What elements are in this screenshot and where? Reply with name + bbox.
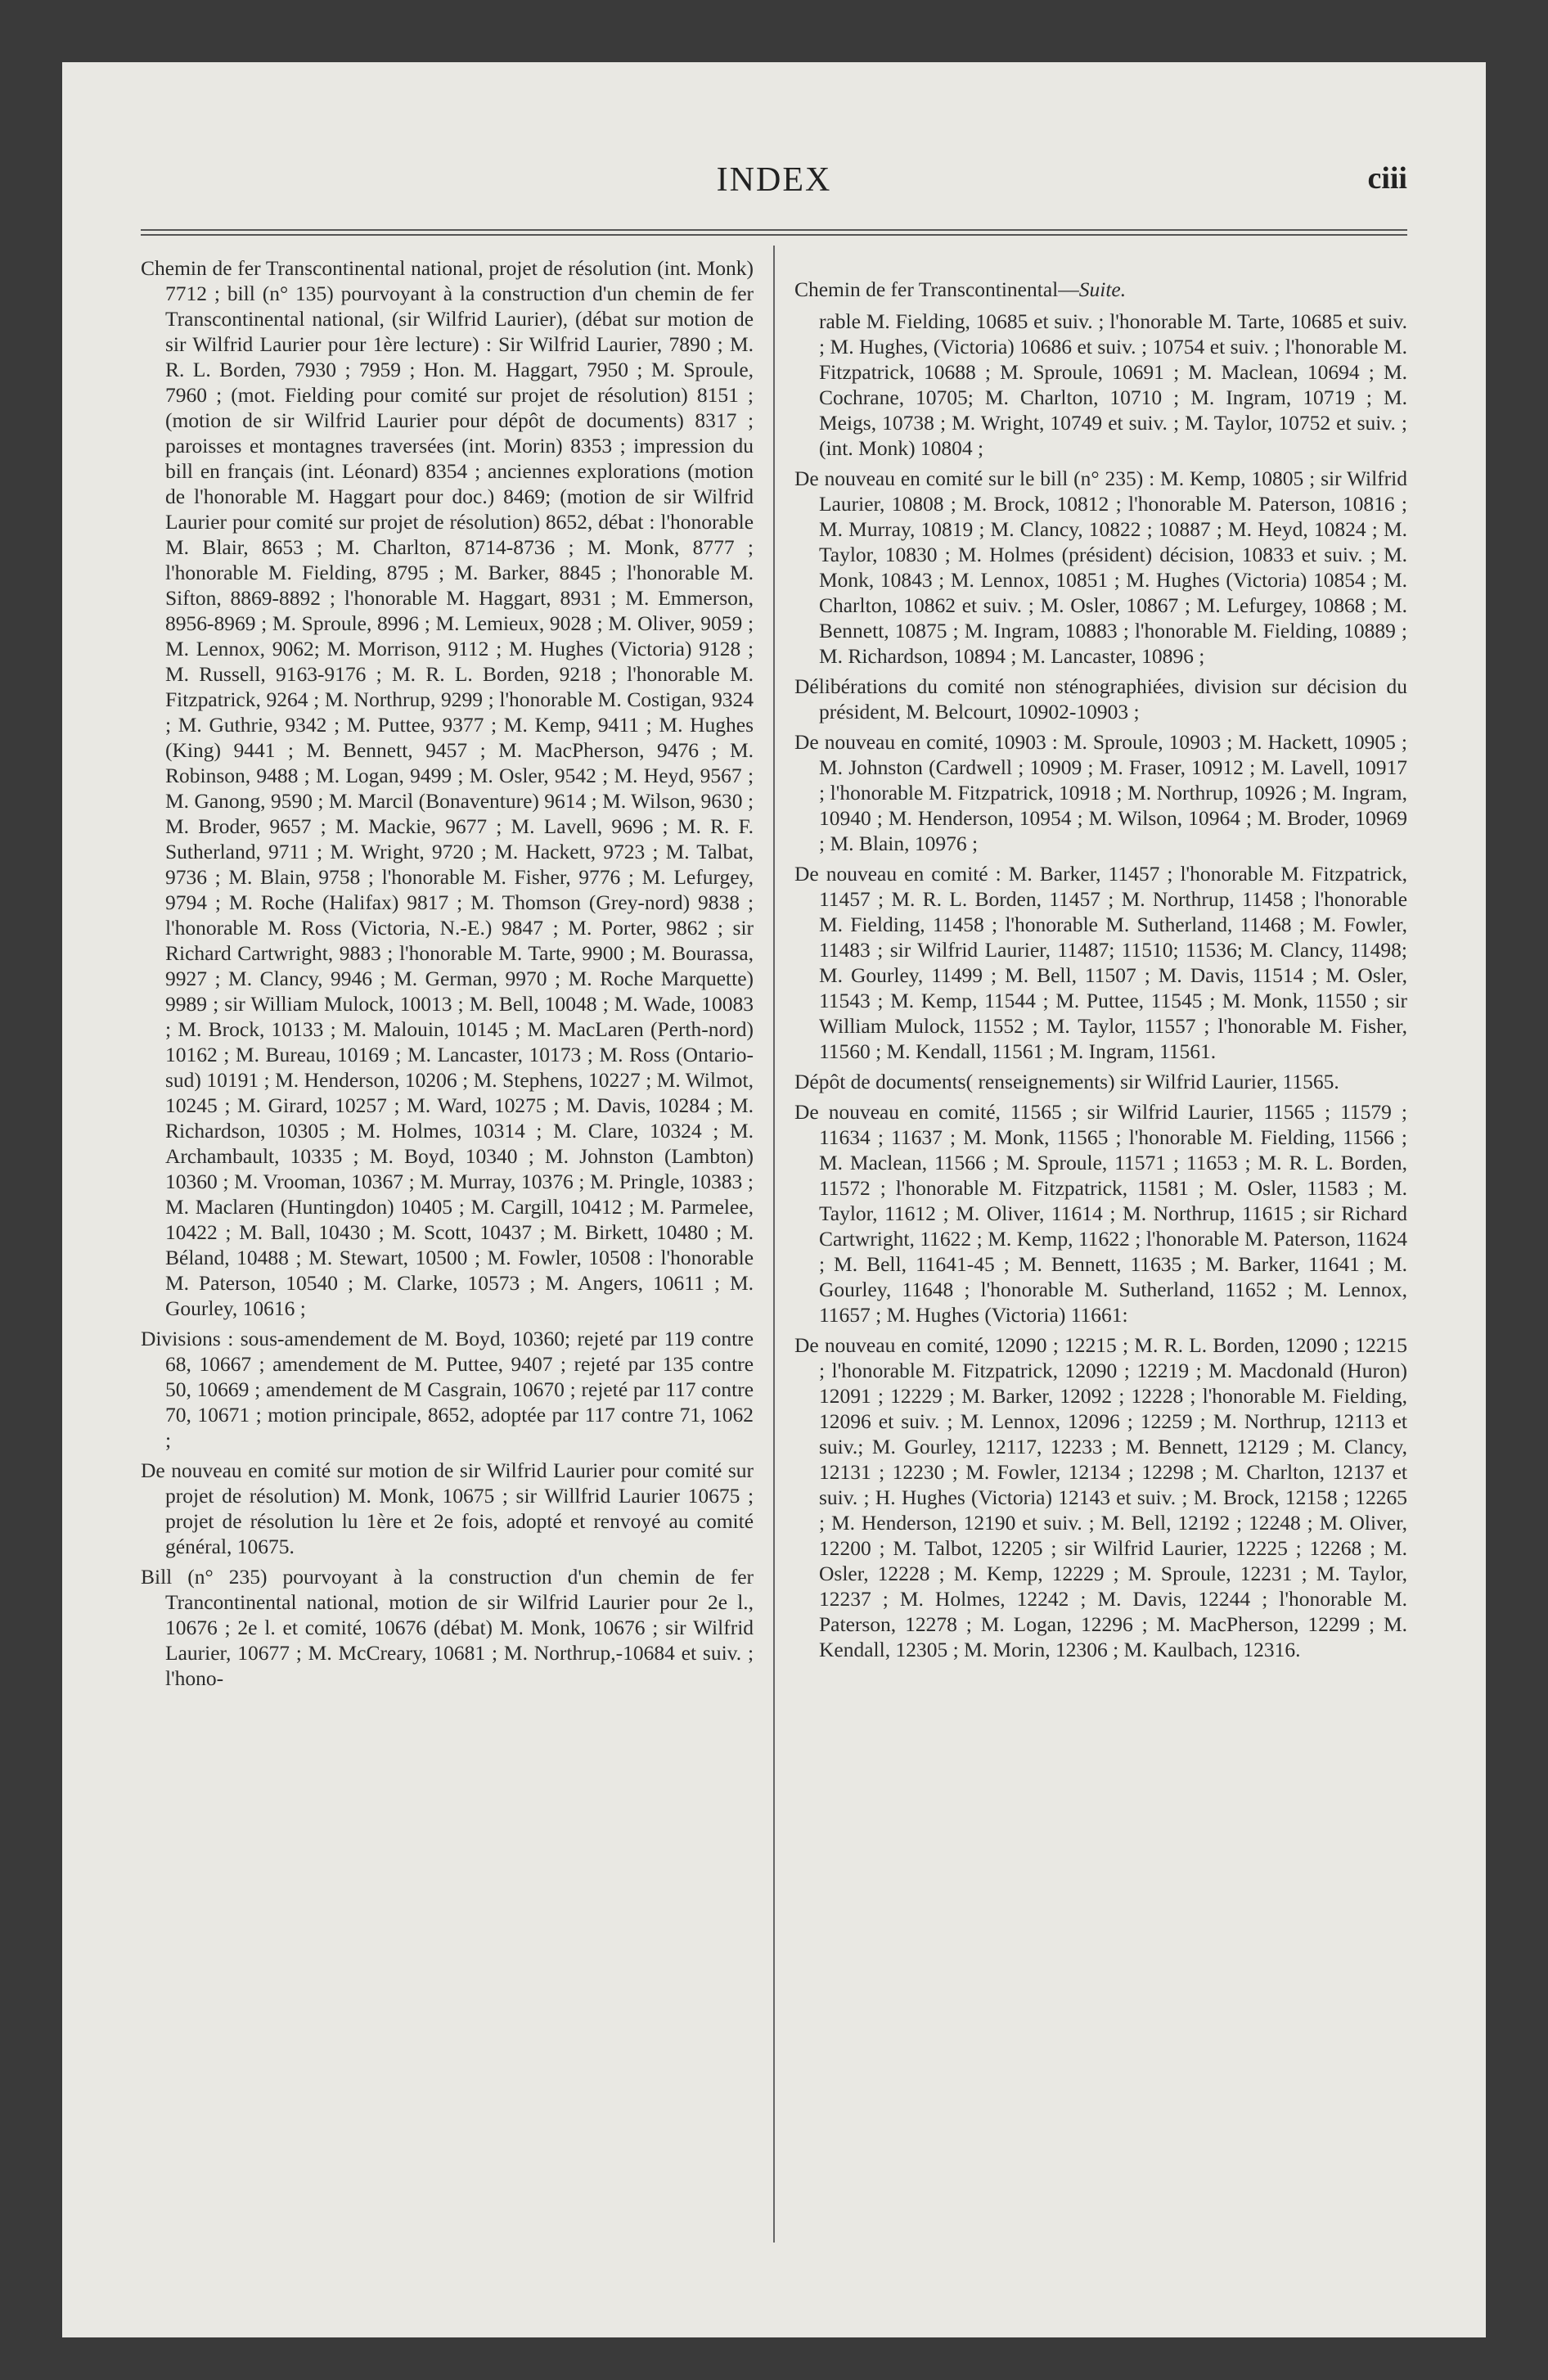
left-column	[141, 255, 773, 2243]
index-entry: Dépôt de documents( renseignements) sir Wilfrid Laurier, 11565.	[794, 1069, 1339, 1093]
right-column	[775, 255, 1407, 2243]
heading-suite: Suite.	[1078, 277, 1127, 301]
index-entry: De nouveau en comité : M. Barker, 11457 ; l'honorable M. Fitzpatrick, 11457 ; M. R. L. Borden, 11457 ; M. Northrup, 11458 ; l'honorable M. Fielding, 11458 ; l'honorable M. Sutherland, 11468 ; M. Fowler, 11483 ; sir Wilfrid Laurier, 11487; 11510; 11536; M. Clancy, 11498; M. Gourley, 11499 ; M. Bell, 11507 ; M. Davis, 11514 ; M. Osler, 11543 ; M. Kemp, 11544 ; M. Puttee, 11545 ; M. Monk, 11550 ; sir William Mulock, 11552 ; M. Taylor, 11557 ; l'honorable M. Fisher, 11560 ; M. Kendall, 11561 ; M. Ingram, 11561.	[794, 861, 1408, 1063]
index-entry: Délibérations du comité non sténographiées, division sur décision du président, M. Belcourt, 10902-10903 ;	[794, 674, 1408, 723]
page-title: INDEX	[716, 161, 832, 199]
index-entry: De nouveau en comité sur le bill (n° 235) : M. Kemp, 10805 ; sir Wilfrid Laurier, 10808 ; M. Brock, 10812 ; l'honorable M. Paterson, 10816 ; M. Murray, 10819 ; M. Clancy, 10822 ; 10887 ; M. Heyd, 10824 ; M. Taylor, 10830 ; M. Holmes (président) décision, 10833 et suiv. ; M. Monk, 10843 ; M. Lennox, 10851 ; M. Hughes (Victoria) 10854 ; M. Charlton, 10862 et suiv. ; M. Osler, 10867 ; M. Lefurgey, 10868 ; M. Bennett, 10875 ; M. Ingram, 10883 ; l'honorable M. Fielding, 10889 ; M. Richardson, 10894 ; M. Lancaster, 10896 ;	[794, 466, 1408, 668]
index-entry-continuation: rable M. Fielding, 10685 et suiv. ; l'honorable M. Tarte, 10685 et suiv. ; M. Hughes, (Victoria) 10686 et suiv. ; 10754 et suiv. ; l'honorable M. Fitzpatrick, 10688 ; M. Sproule, 10691 ; M. Maclean, 10694 ; M. Cochrane, 10705; M. Charlton, 10710 ; M. Ingram, 10719 ; M. Meigs, 10738 ; M. Wright, 10749 et suiv. ; M. Taylor, 10752 et suiv. ; (int. Monk) 10804 ;	[818, 309, 1408, 460]
heading-text: Chemin de fer Transcontinental—	[794, 277, 1079, 301]
index-entry: Chemin de fer Transcontinental national, projet de résolution (int. Monk) 7712 ; bill (n° 135) pourvoyant à la construction d'un chemin de fer Transcontinental national, (sir Wilfrid Laurier), (débat sur motion de sir Wilfrid Laurier pour 1ère lecture) : Sir Wilfrid Laurier, 7890 ; M. R. L. Borden, 7930 ; 7959 ; Hon. M. Haggart, 7950 ; M. Sproule, 7960 ; (mot. Fielding pour comité sur projet de résolution) 8151 ; (motion de sir Wilfrid Laurier pour dépôt de documents) 8317 ; paroisses et montagnes traversées (int. Morin) 8353 ; impression du bill en français (int. Léonard) 8354 ; anciennes explorations (motion de l'honorable M. Haggart pour doc.) 8469; (motion de sir Wilfrid Laurier pour comité sur projet de résolution) 8652, débat : l'honorable M. Blair, 8653 ; M. Charlton, 8714-8736 ; M. Monk, 8777 ; l'honorable M. Fielding, 8795 ; M. Barker, 8845 ; l'honorable M. Sifton, 8869-8892 ; l'honorable M. Haggart, 8931 ; M. Emmerson, 8956-8969 ; M. Sproule, 8996 ; M. Lemieux, 9028 ; M. Oliver, 9059 ; M. Lennox, 9062; M. Morrison, 9112 ; M. Hughes (Victoria) 9128 ; M. Russell, 9163-9176 ; M. R. L. Borden, 9218 ; l'honorable M. Fitzpatrick, 9264 ; M. Northrup, 9299 ; l'honorable M. Costigan, 9324 ; M. Guthrie, 9342 ; M. Puttee, 9377 ; M. Kemp, 9411 ; M. Hughes (King) 9441 ; M. Bennett, 9457 ; M. MacPherson, 9476 ; M. Robinson, 9488 ; M. Logan, 9499 ; M. Osler, 9542 ; M. Heyd, 9567 ; M. Ganong, 9590 ; M. Marcil (Bonaventure) 9614 ; M. Wilson, 9630 ; M. Broder, 9657 ; M. Mackie, 9677 ; M. Lavell, 9696 ; M. R. F. Sutherland, 9711 ; M. Wright, 9720 ; M. Hackett, 9723 ; M. Talbat, 9736 ; M. Blain, 9758 ; l'honorable M. Fisher, 9776 ; M. Lefurgey, 9794 ; M. Roche (Halifax) 9817 ; M. Thomson (Grey-nord) 9838 ; l'honorable M. Ross (Victoria, N.-E.) 9847 ; M. Porter, 9862 ; sir Richard Cartwright, 9883 ; l'honorable M. Tarte, 9900 ; M. Bourassa, 9927 ; M. Clancy, 9946 ; M. German, 9970 ; M. Roche Marquette) 9989 ; sir William Mulock, 10013 ; M. Bell, 10048 ; M. Wade, 10083 ; M. Brock, 10133 ; M. Malouin, 10145 ; M. MacLaren (Perth-nord) 10162 ; M. Bureau, 10169 ; M. Lancaster, 10173 ; M. Ross (Ontario-sud) 10191 ; M. Henderson, 10206 ; M. Stephens, 10227 ; M. Wilmot, 10245 ; M. Girard, 10257 ; M. Ward, 10275 ; M. Davis, 10284 ; M. Richardson, 10305 ; M. Holmes, 10314 ; M. Clare, 10324 ; M. Archambault, 10335 ; M. Boyd, 10340 ; M. Johnston (Lambton) 10360 ; M. Vrooman, 10367 ; M. Murray, 10376 ; M. Pringle, 10383 ; M. Maclaren (Huntingdon) 10405 ; M. Cargill, 10412 ; M. Parmelee, 10422 ; M. Ball, 10430 ; M. Scott, 10437 ; M. Birkett, 10480 ; M. Béland, 10488 ; M. Stewart, 10500 ; M. Fowler, 10508 : l'honorable M. Paterson, 10540 ; M. Clarke, 10573 ; M. Angers, 10611 ; M. Gourley, 10616 ;	[141, 256, 754, 1320]
index-entry: De nouveau en comité, 12090 ; 12215 ; M. R. L. Borden, 12090 ; 12215 ; l'honorable M. Fitzpatrick, 12090 ; 12219 ; M. Macdonald (Huron) 12091 ; 12229 ; M. Barker, 12092 ; 12228 ; l'honorable M. Fielding, 12096 et suiv. ; M. Lennox, 12096 ; 12259 ; M. Northrup, 12113 et suiv.; M. Gourley, 12117, 12233 ; M. Bennett, 12129 ; M. Clancy, 12131 ; 12230 ; M. Fowler, 12134 ; 12298 ; M. Charlton, 12137 et suiv. ; H. Hughes (Victoria) 12143 et suiv. ; M. Brock, 12158 ; 12265 ; M. Henderson, 12190 et suiv. ; M. Bell, 12192 ; 12248 ; M. Oliver, 12200 ; M. Talbot, 12205 ; sir Wilfrid Laurier, 12225 ; 12268 ; M. Osler, 12228 ; M. Kemp, 12229 ; M. Sproule, 12231 ; M. Taylor, 12237 ; M. Holmes, 12242 ; M. Davis, 12244 ; l'honorable M. Paterson, 12278 ; M. Logan, 12296 ; M. MacPherson, 12299 ; M. Kendall, 12305 ; M. Morin, 12306 ; M. Kaulbach, 12316.	[794, 1332, 1408, 1661]
index-entry: De nouveau en comité sur motion de sir Wilfrid Laurier pour comité sur projet de résolution) M. Monk, 10675 ; sir Willfrid Laurier 10675 ; projet de résolution lu 1ère et 2e fois, adopté et renvoyé au comité général, 10675.	[141, 1458, 754, 1558]
index-entry: De nouveau en comité, 10903 : M. Sproule, 10903 ; M. Hackett, 10905 ; M. Johnston (Cardwell ; 10909 ; M. Fraser, 10912 ; M. Lavell, 10917 ; l'honorable M. Fitzpatrick, 10918 ; M. Northrup, 10926 ; M. Ingram, 10940 ; M. Henderson, 10954 ; M. Wilson, 10964 ; M. Broder, 10969 ; M. Blain, 10976 ;	[794, 729, 1408, 855]
header-rule	[141, 229, 1407, 236]
continued-heading	[794, 277, 1407, 302]
index-columns	[141, 255, 1407, 2243]
index-entry: De nouveau en comité, 11565 ; sir Wilfrid Laurier, 11565 ; 11579 ; 11634 ; 11637 ; M. Monk, 11565 ; l'honorable M. Fielding, 11566 ; M. Maclean, 11566 ; M. Sproule, 11571 ; 11653 ; M. R. L. Borden, 11572 ; l'honorable M. Fitzpatrick, 11581 ; M. Osler, 11583 ; M. Taylor, 11612 ; M. Oliver, 11614 ; M. Northrup, 11615 ; sir Richard Cartwright, 11622 ; M. Kemp, 11622 ; l'honorable M. Paterson, 11624 ; M. Bell, 11641-45 ; M. Bennett, 11635 ; M. Barker, 11641 ; M. Gourley, 11648 ; l'honorable M. Sutherland, 11652 ; M. Lennox, 11657 ; M. Hughes (Victoria) 11661:	[794, 1099, 1408, 1327]
book-page	[62, 62, 1486, 2337]
index-entry: Divisions : sous-amendement de M. Boyd, 10360; rejeté par 119 contre 68, 10667 ; amendement de M. Puttee, 9407 ; rejeté par 135 contre 50, 10669 ; amendement de M Casgrain, 10670 ; rejeté par 117 contre 70, 10671 ; motion principale, 8652, adoptée par 117 contre 71, 1062 ;	[141, 1327, 754, 1452]
page-header	[141, 160, 1407, 218]
page-number: ciii	[1367, 161, 1407, 196]
index-entry: Bill (n° 235) pourvoyant à la construction d'un chemin de fer Trancontinental national, motion de sir Wilfrid Laurier pour 2e l., 10676 ; 2e l. et comité, 10676 (débat) M. Monk, 10676 ; sir Wilfrid Laurier, 10677 ; M. McCreary, 10681 ; M. Northrup,-10684 et suiv. ; l'hono-	[141, 1565, 754, 1690]
